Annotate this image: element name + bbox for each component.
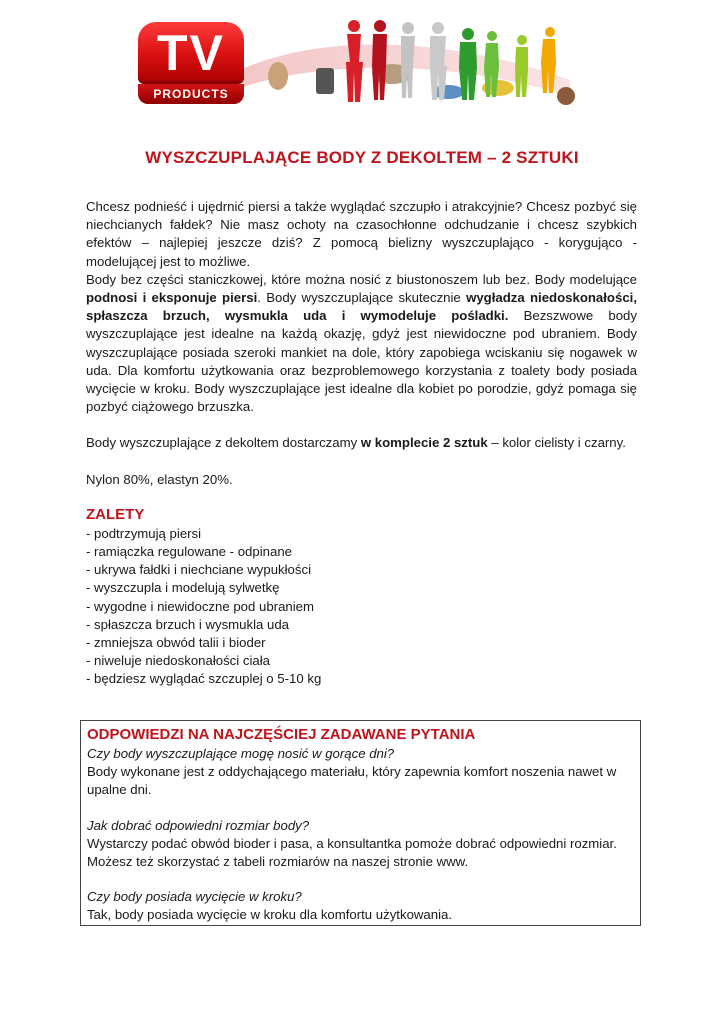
page-title: WYSZCZUPLAJĄCE BODY Z DEKOLTEM – 2 SZTUKI xyxy=(145,148,579,167)
material-info: Nylon 80%, elastyn 20%. xyxy=(86,471,233,487)
list-item: - wyszczupla i modelują sylwetkę xyxy=(86,580,280,596)
list-item: - wygodne i niewidoczne pod ubraniem xyxy=(86,598,314,614)
faq-answer: Tak, body posiada wycięcie w kroku dla komfortu użytkowania. xyxy=(87,907,453,923)
list-item: - spłaszcza brzuch i wysmukla uda xyxy=(86,616,290,632)
list-item: - niweluje niedoskonałości ciała xyxy=(86,653,270,669)
faq-answer: Body wykonane jest z oddychającego materiału, który zapewnia komfort noszenia nawet w upalne dni. xyxy=(87,764,617,798)
list-item: - podtrzymują piersi xyxy=(86,525,202,541)
faq-question: Czy body wyszczuplające mogę nosić w gorące dni? xyxy=(87,746,395,761)
list-item: - będziesz wyglądać szczuplej o 5-10 kg xyxy=(86,671,322,687)
set-info-paragraph: Body wyszczuplające z dekoltem dostarczamy w komplecie 2 sztuk – kolor cielisty i czarny. xyxy=(86,435,626,451)
faq-question: Czy body posiada wycięcie w kroku? xyxy=(87,889,302,905)
intro-paragraph-1: Chcesz podnieść i ujędrnić piersi a także wyglądać szczupło i atrakcyjnie? Chcesz pozbyć się niechcianych fałdek? Nie masz ochoty na czasochłonne odchudzanie i chcesz szybkich efektów – najlepiej jeszcze dziś? Z pomocą bielizny wyszczuplająco - korygująco - modelującej jest to możliwe. xyxy=(86,199,637,269)
faq-question: Jak dobrać odpowiedni rozmiar body? xyxy=(87,817,310,833)
list-item: - ramiączka regulowane - odpinane xyxy=(86,544,292,560)
logo-products-text: PRODUCTS xyxy=(138,84,244,104)
faq-answer: Wystarczy podać obwód bioder i pasa, a konsultantka pomoże dobrać odpowiedni rozmiar. Możesz też skorzystać z tabeli rozmiarów na naszej stronie www. xyxy=(87,835,617,870)
list-item: - ukrywa fałdki i niechciane wypukłości xyxy=(86,562,312,578)
zalety-heading: ZALETY xyxy=(86,505,145,523)
logo-tv-text: TV xyxy=(138,22,244,84)
zalety-list xyxy=(86,525,637,689)
list-item: - zmniejsza obwód talii i bioder xyxy=(86,635,266,651)
faq-box xyxy=(80,720,641,926)
tv-products-logo xyxy=(138,22,244,108)
product-description xyxy=(86,198,637,689)
faq-heading: ODPOWIEDZI NA NAJCZĘŚCIEJ ZADAWANE PYTANIA xyxy=(87,726,476,743)
intro-paragraph-2: Body bez części staniczkowej, które można nosić z biustonoszem lub bez. Body modelujące podnosi i eksponuje piersi. Body wyszczuplające skutecznie wygładza niedoskonałości, spłaszcza brzuch, wysmukla uda i wymodeluje pośladki. Bezszwowe body wyszczuplające jest idealne na każdą okazję, gdyż jest niewidoczne pod ubraniem. Body wyszczuplające posiada szeroki mankiet na dole, który zapobiega wciskaniu się nogawek w uda. Dla komfortu użytkowania oraz bezproblemowego korzystania z toalety body posiada wycięcie w kroku. Body wyszczuplające jest idealne dla kobiet po porodzie, gdyż pomaga się pozbyć ciążowego brzuszka. xyxy=(86,271,637,415)
